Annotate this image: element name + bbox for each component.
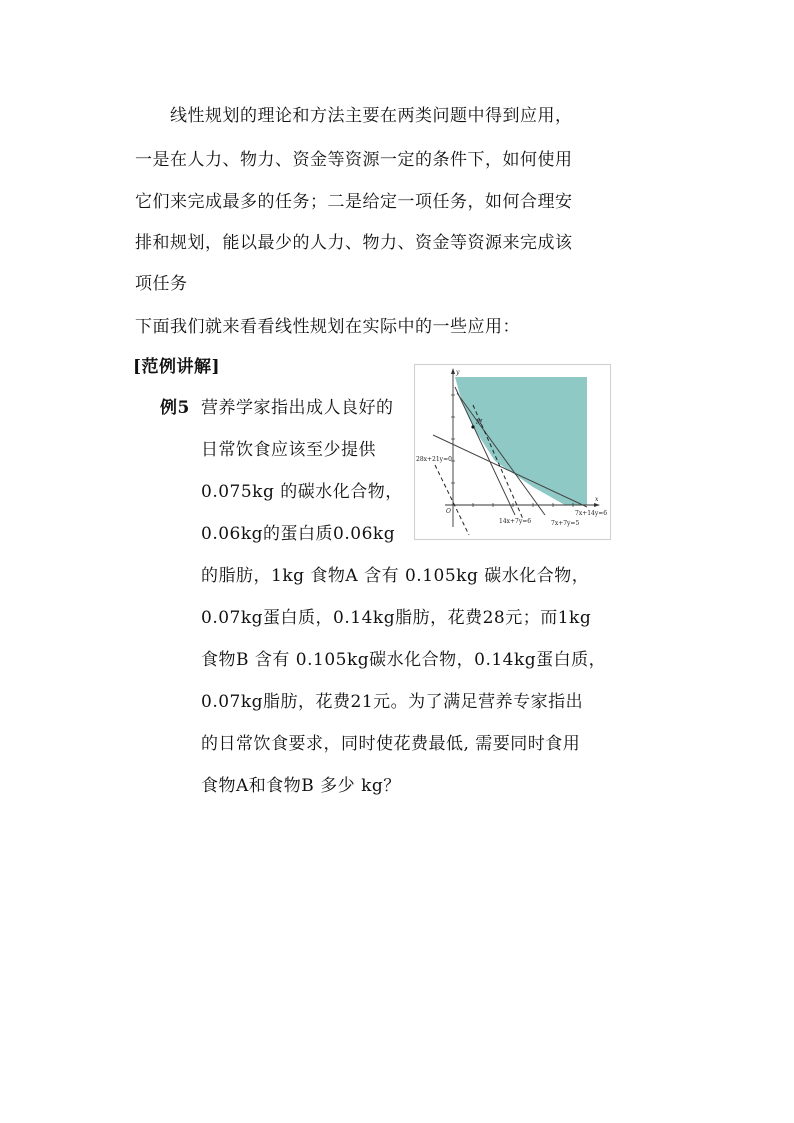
lead-sentence: 下面我们就来看看线性规划在实际中的一些应用： <box>135 317 520 337</box>
objective-line-origin <box>435 465 469 535</box>
y-axis-arrow <box>451 368 455 374</box>
y-axis-label: y <box>456 369 460 376</box>
label-7x-7y: 7x+7y=5 <box>551 520 580 527</box>
intro-line-3: 它们来完成最多的任务；二是给定一项任务，如何合理安 <box>135 192 573 212</box>
label-28x-21y: 28x+21y=0 <box>416 456 452 463</box>
example-label: 例5 <box>160 398 190 418</box>
intro-line-5: 项任务 <box>135 274 188 294</box>
figure-svg <box>415 365 610 539</box>
example-line-4: 0.06kg的蛋白质0.06kg <box>201 524 396 544</box>
point-m <box>471 425 474 428</box>
intro-line-1: 线性规划的理论和方法主要在两类问题中得到应用， <box>170 106 573 126</box>
feasible-region-figure <box>414 364 611 540</box>
example-line-2: 日常饮食应该至少提供 <box>201 440 376 460</box>
example-line-3: 0.075kg 的碳水化合物， <box>201 482 403 502</box>
label-7x-14y: 7x+14y=6 <box>575 510 608 517</box>
section-title: [范例讲解] <box>133 357 221 377</box>
example-line-1: 营养学家指出成人良好的 <box>201 398 394 418</box>
intro-line-2: 一是在人力、物力、资金等资源一定的条件下，如何使用 <box>135 150 573 170</box>
example-line-9: 的日常饮食要求，同时使花费最低, 需要同时食用 <box>201 734 581 754</box>
example-line-8: 0.07kg脂肪，花费21元。为了满足营养专家指出 <box>201 692 584 712</box>
example-line-5: 的脂肪，1kg 食物A 含有 0.105kg 碳水化合物， <box>201 566 590 586</box>
point-m-label: M <box>476 419 483 426</box>
x-axis-arrow <box>594 503 600 507</box>
x-axis-label: x <box>595 496 599 503</box>
intro-line-4: 排和规划，能以最少的人力、物力、资金等资源来完成该 <box>135 233 573 253</box>
example-line-7: 食物B 含有 0.105kg碳水化合物，0.14kg蛋白质， <box>201 650 607 670</box>
example-line-10: 食物A和食物B 多少 kg？ <box>201 776 401 796</box>
example-line-6: 0.07kg蛋白质，0.14kg脂肪，花费28元；而1kg <box>201 608 592 628</box>
feasible-region <box>455 377 587 505</box>
label-14x-7y: 14x+7y=6 <box>499 518 532 525</box>
origin-label: O <box>446 508 451 515</box>
